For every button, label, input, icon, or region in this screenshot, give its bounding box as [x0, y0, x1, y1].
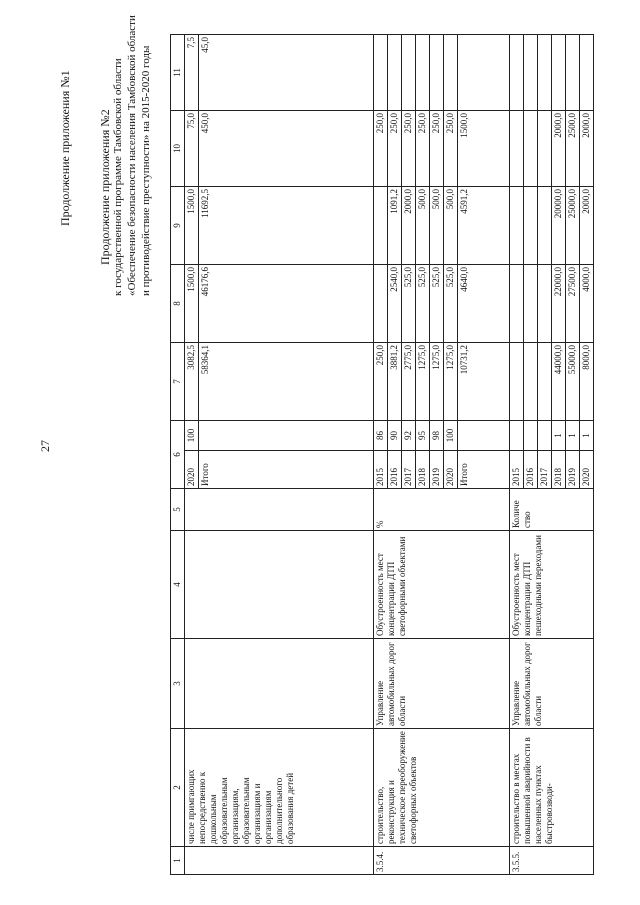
measure-name: строительство в местах повышенной аварийности в населенных пунктах быстровозводи-: [510, 729, 594, 847]
table-row: Итого 58364,1 46176,6 11692,5 450,0 45,0: [199, 35, 374, 875]
year-cell: 2020: [185, 451, 199, 489]
indicator-name: Обустроенность мест концентрации ДТП светофорными объектами: [374, 531, 510, 639]
rotated-table-container: [170, 35, 600, 875]
indicator-name: Обустроенность мест концентрации ДТП пешеходными переходами: [510, 531, 594, 639]
annex-title: Продолжение приложения №2: [98, 109, 112, 265]
table-row: 2017: [538, 35, 552, 875]
table-row: 2017 92 2775,0 525,0 2000,0 250,0: [402, 35, 416, 875]
measure-name-cont: числе примгающих непосредственно к дошкольным образовательным организациям, образовательным организациям и организациям дополнительного образования детей: [185, 729, 374, 847]
col-header-11: 11: [171, 35, 185, 111]
table-row: 2020 1 8000,0 4000,0 2000,0 2000,0: [580, 35, 594, 875]
col-header-6: 6: [171, 421, 185, 489]
table-row: 2016: [524, 35, 538, 875]
col-header-3: 3: [171, 639, 185, 729]
measure-number: 3.5.4.: [374, 847, 510, 875]
annex-line-1: к государственной программе Тамбовской области: [112, 58, 124, 296]
table-row: числе примгающих непосредственно к дошкольным образовательным организациям, образовательным организациям и организациям дополнительного образования детей 2020 100 3082,5 1500,0 1500,0 75,0 7,5: [185, 35, 199, 875]
table-row: 2019 1 55000,0 27500,0 25000,0 2500,0: [566, 35, 580, 875]
table-row: 3.5.4. строительство, реконструкция и техническое переоборужение светофорных объектов Управление автомобильных дорог области Обустроенность мест концентрации ДТП светофорными объектами % 2015 86 250,0 250,0: [374, 35, 388, 875]
page-number: 27: [38, 440, 52, 452]
table-row: 2020 100 1275,0 525,0 500,0 250,0: [444, 35, 458, 875]
col-header-2: 2: [171, 729, 185, 847]
col-header-5: 5: [171, 489, 185, 531]
table-row: 2018 95 1275,0 525,0 500,0 250,0: [416, 35, 430, 875]
col-header-9: 9: [171, 187, 185, 265]
indicator-value: 100: [185, 421, 199, 451]
responsible-org: Управление автомобильных дорог области: [374, 639, 510, 729]
table-row: 2016 90 3881,2 2540,0 1091,2 250,0: [388, 35, 402, 875]
col-header-4: 4: [171, 531, 185, 639]
measure-name: строительство, реконструкция и техническое переоборужение светофорных объектов: [374, 729, 510, 847]
table-row: 2018 1 44000,0 22000,0 20000,0 2000,0: [552, 35, 566, 875]
unit: Количе ство: [510, 489, 594, 531]
table-row: 3.5.5. строительство в местах повышенной аварийности в населенных пунктах быстровозводи- Управление автомобильных дорог области Обустроенность мест концентрации ДТП пешеходными переходами Количе ство 2015: [510, 35, 524, 875]
year-cell: Итого: [199, 451, 374, 489]
table-row: Итого 10731,2 4640,0 4591,2 1500,0: [458, 35, 510, 875]
responsible-org: Управление автомобильных дорог области: [510, 639, 594, 729]
col-header-1: 1: [171, 847, 185, 875]
annex-line-3: и противодействие преступности» на 2015-2020 годы: [140, 45, 152, 296]
col-header-8: 8: [171, 265, 185, 343]
appendix-title: Продолжение приложения №1: [58, 70, 72, 226]
cell-num: [185, 847, 374, 875]
col-header-10: 10: [171, 111, 185, 187]
header-row: [171, 35, 185, 875]
table-row: 2019 98 1275,0 525,0 500,0 250,0: [430, 35, 444, 875]
col-header-7: 7: [171, 343, 185, 421]
measure-number: 3.5.5.: [510, 847, 594, 875]
unit: %: [374, 489, 510, 531]
annex-line-2: «Обеспечение безопасности населения Тамбовской области: [126, 15, 138, 296]
program-table: [170, 34, 594, 875]
